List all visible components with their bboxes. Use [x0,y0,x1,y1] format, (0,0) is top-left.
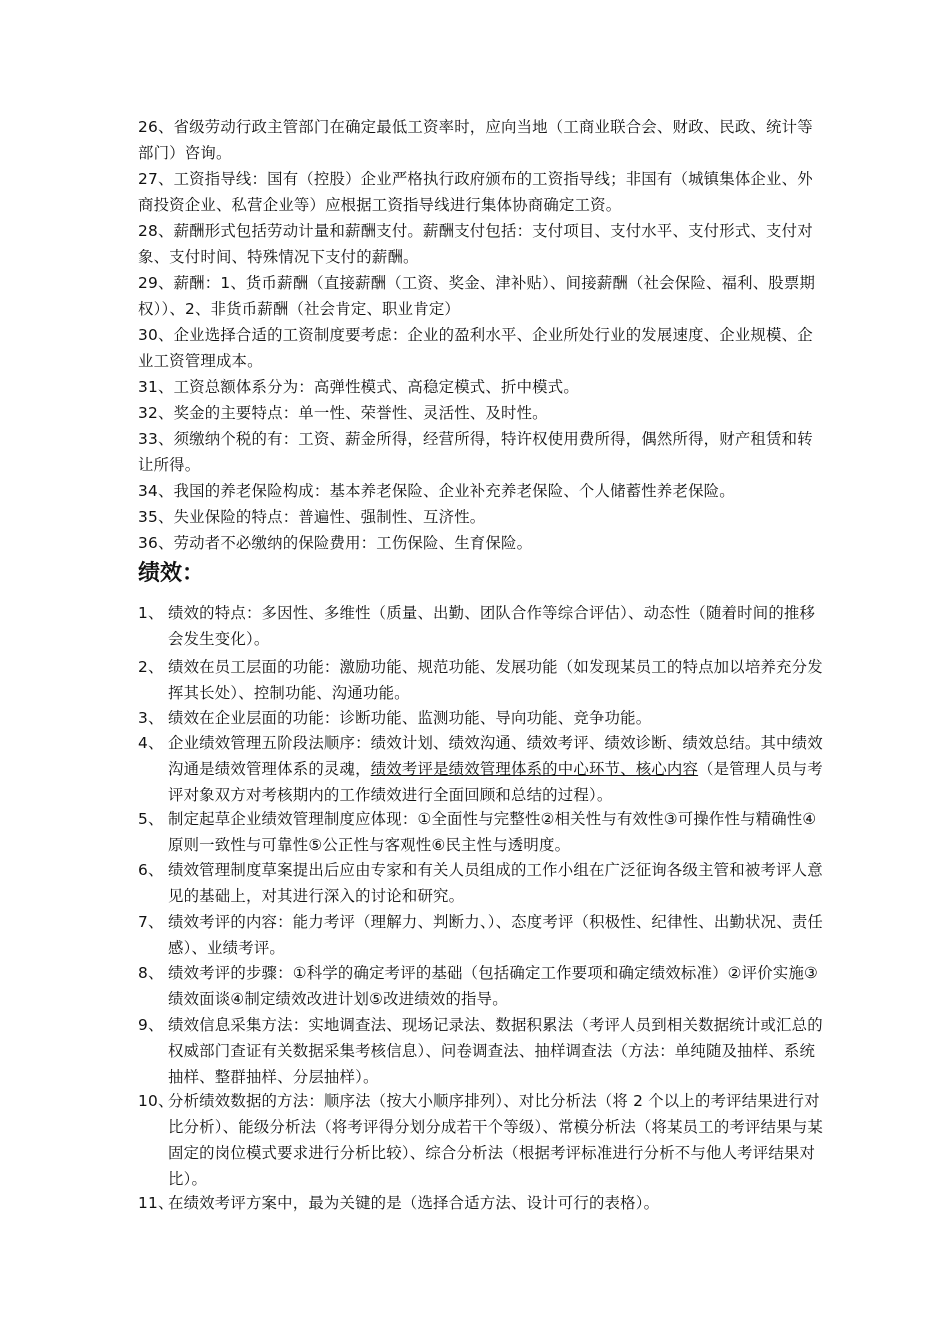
list-text: 分析绩效数据的方法：顺序法（按大小顺序排列）、对比分析法（将 2 个以上的考评结果进行对比分析）、能级分析法（将考评得分划分成若干个等级）、常模分析法（将某员工的考评结果与某固定的岗位模式要求进行分析比较）、综合分析法（根据考评标准进行分析不与他人考评结果对比）。 [168,1092,823,1188]
list-number: 9、 [138,1016,164,1034]
list-text: 企业绩效管理五阶段法顺序：绩效计划、绩效沟通、绩效考评、绩效诊断、绩效总结。其中绩效沟通是绩效管理体系的灵魂， [168,734,823,778]
list-item-5 [138,806,828,858]
paragraph-32: 32、奖金的主要特点：单一性、荣誉性、灵活性、及时性。 [138,404,548,422]
list-number: 5、 [138,810,164,828]
paragraph-36: 36、劳动者不必缴纳的保险费用：工伤保险、生育保险。 [138,534,533,552]
paragraph-30: 30、企业选择合适的工资制度要考虑：企业的盈利水平、企业所处行业的发展速度、企业规模、企业工资管理成本。 [138,326,813,370]
list-number: 2、 [138,658,164,676]
list-text: 绩效在企业层面的功能：诊断功能、监测功能、导向功能、竞争功能。 [168,709,652,727]
list-number: 6、 [138,861,164,879]
list-item-6 [138,857,828,909]
paragraph-31: 31、工资总额体系分为：高弹性模式、高稳定模式、折中模式。 [138,378,579,396]
underlined-text: 绩效考评是绩效管理体系的中心环节、核心内容 [370,760,699,778]
list-item-4 [138,730,828,808]
list-item-8 [138,960,828,1012]
list-number: 10、 [138,1092,174,1110]
list-text: 绩效的特点：多因性、多维性（质量、出勤、团队合作等综合评估）、动态性（随着时间的推移会发生变化）。 [168,604,816,648]
list-text: 绩效管理制度草案提出后应由专家和有关人员组成的工作小组在广泛征询各级主管和被考评人意见的基础上，对其进行深入的讨论和研究。 [168,861,823,905]
paragraph-26: 26、省级劳动行政主管部门在确定最低工资率时，应向当地（工商业联合会、财政、民政、统计等部门）咨询。 [138,118,813,162]
paragraph-27: 27、工资指导线：国有（控股）企业严格执行政府颁布的工资指导线；非国有（城镇集体企业、外商投资企业、私营企业等）应根据工资指导线进行集体协商确定工资。 [138,170,813,214]
list-number: 3、 [138,709,164,727]
list-item-7 [138,909,828,961]
paragraph-33: 33、须缴纳个税的有：工资、薪金所得，经营所得，特许权使用费所得，偶然所得，财产租赁和转让所得。 [138,430,813,474]
list-number: 1、 [138,604,164,622]
list-number: 8、 [138,964,164,982]
list-item-2 [138,654,828,706]
list-text: （是管理人员与考评对象双方对考核期内的工作绩效进行全面回顾和总结的过程）。 [168,760,823,804]
section-heading: 绩效： [138,561,205,586]
list-number: 11、 [138,1194,174,1212]
paragraph-35: 35、失业保险的特点：普遍性、强制性、互济性。 [138,508,486,526]
list-item-1 [138,600,828,652]
list-item-3 [138,705,828,731]
list-text: 制定起草企业绩效管理制度应体现：①全面性与完整性②相关性与有效性③可操作性与精确性④原则一致性与可靠性⑤公正性与客观性⑥民主性与透明度。 [168,810,817,854]
list-text: 绩效考评的步骤：①科学的确定考评的基础（包括确定工作要项和确定绩效标准）②评价实施③绩效面谈④制定绩效改进计划⑤改进绩效的指导。 [168,964,819,1008]
list-item-11 [138,1190,828,1216]
list-text: 在绩效考评方案中，最为关键的是（选择合适方法、设计可行的表格）。 [168,1194,660,1212]
paragraph-29: 29、薪酬：1、货币薪酬（直接薪酬（工资、奖金、津补贴）、间接薪酬（社会保险、福利、股票期权））、2、非货币薪酬（社会肯定、职业肯定） [138,274,816,318]
list-number: 7、 [138,913,164,931]
paragraph-34: 34、我国的养老保险构成：基本养老保险、企业补充养老保险、个人储蓄性养老保险。 [138,482,735,500]
list-number: 4、 [138,734,164,752]
paragraph-28: 28、薪酬形式包括劳动计量和薪酬支付。薪酬支付包括：支付项目、支付水平、支付形式、支付对象、支付时间、特殊情况下支付的薪酬。 [138,222,813,266]
list-text: 绩效在员工层面的功能：激励功能、规范功能、发展功能（如发现某员工的特点加以培养充分发挥其长处）、控制功能、沟通功能。 [168,658,823,702]
list-item-10 [138,1088,828,1192]
list-item-9 [138,1012,828,1090]
list-text: 绩效考评的内容：能力考评（理解力、判断力、）、态度考评（积极性、纪律性、出勤状况、责任感）、业绩考评。 [168,913,823,957]
list-text: 绩效信息采集方法：实地调查法、现场记录法、数据积累法（考评人员到相关数据统计或汇总的权威部门查证有关数据采集考核信息）、问卷调查法、抽样调查法（方法：单纯随及抽样、系统抽样、整群抽样、分层抽样）。 [168,1016,823,1086]
